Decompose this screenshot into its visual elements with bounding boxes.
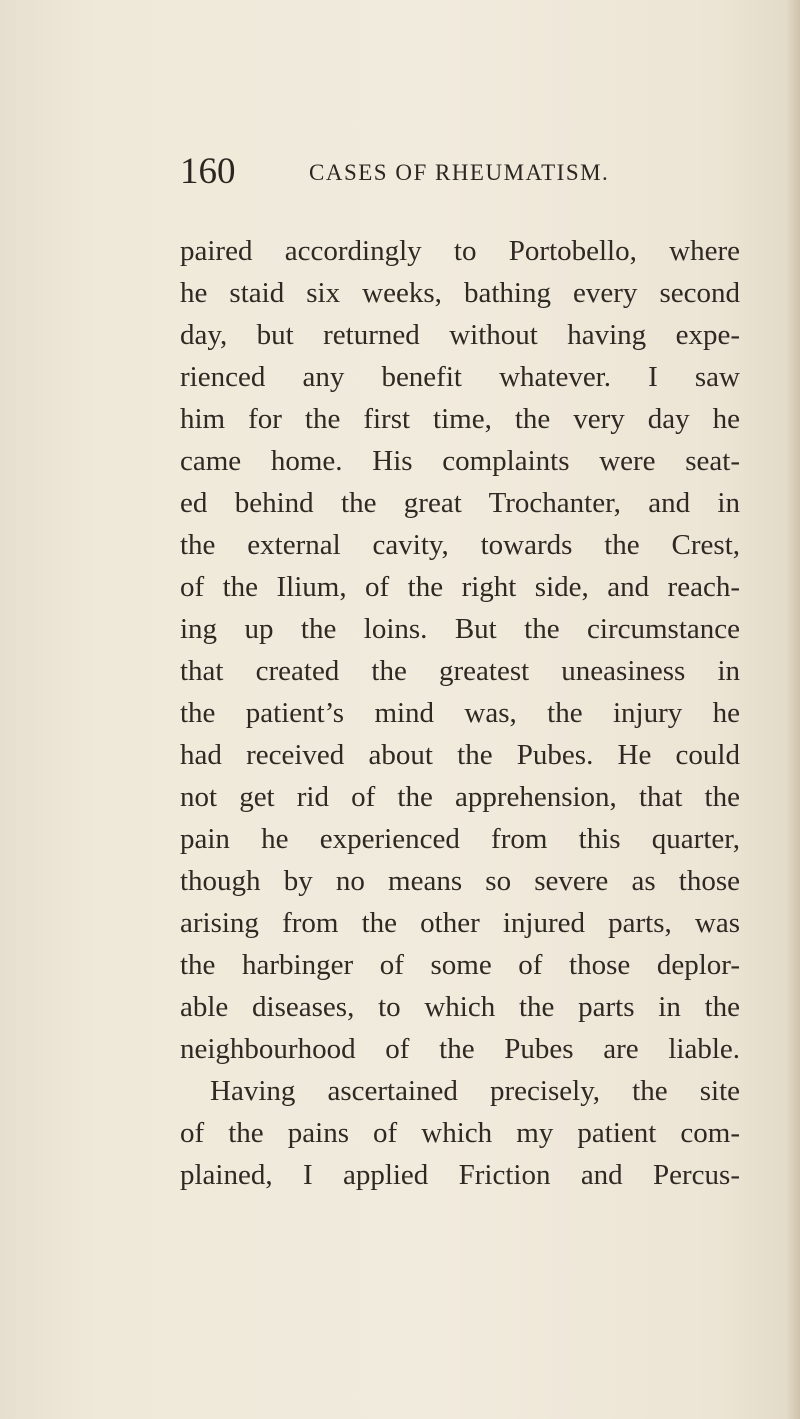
text-line: had received about the Pubes. He could (180, 739, 740, 771)
text-line: the patient’s mind was, the injury he (180, 697, 740, 729)
page-header (180, 148, 620, 198)
text-line: came home. His complaints were seat- (180, 445, 740, 477)
text-line: paired accordingly to Portobello, where (180, 235, 740, 267)
text-line: of the Ilium, of the right side, and reach- (180, 571, 740, 603)
running-head: CASES OF RHEUMATISM. (309, 160, 610, 185)
text-line: Having ascertained precisely, the site (210, 1075, 740, 1107)
page-number: 160 (180, 151, 236, 192)
text-line: though by no means so severe as those (180, 865, 740, 897)
text-line: able diseases, to which the parts in the (180, 991, 740, 1023)
text-line: him for the first time, the very day he (180, 403, 740, 435)
text-line: rienced any benefit whatever. I saw (180, 361, 740, 393)
text-line: that created the greatest uneasiness in (180, 655, 740, 687)
text-line: ed behind the great Trochanter, and in (180, 487, 740, 519)
text-line: neighbourhood of the Pubes are liable. (180, 1033, 740, 1065)
text-line: pain he experienced from this quarter, (180, 823, 740, 855)
text-line: not get rid of the apprehension, that the (180, 781, 740, 813)
text-line: the external cavity, towards the Crest, (180, 529, 740, 561)
page-edge-shadow (786, 0, 800, 1419)
text-line: he staid six weeks, bathing every second (180, 277, 740, 309)
text-line: plained, I applied Friction and Percus- (180, 1159, 740, 1191)
body-text (180, 230, 740, 1196)
text-line: day, but returned without having expe- (180, 319, 740, 351)
text-line: arising from the other injured parts, was (180, 907, 740, 939)
text-line: of the pains of which my patient com- (180, 1117, 740, 1149)
text-line: ing up the loins. But the circumstance (180, 613, 740, 645)
text-line: the harbinger of some of those deplor- (180, 949, 740, 981)
